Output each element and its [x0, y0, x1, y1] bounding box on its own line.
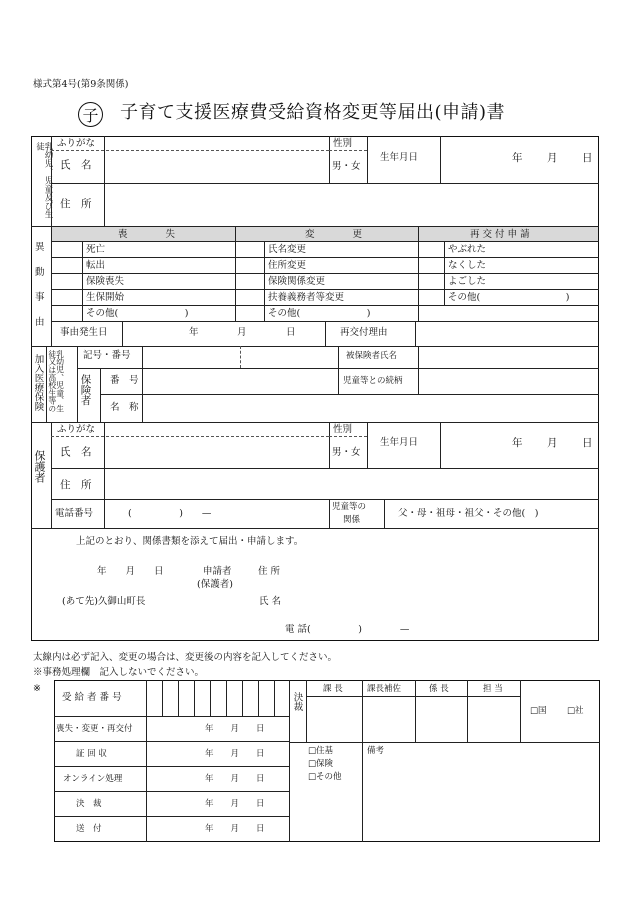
insurance-side-label: 加入医療保険 — [32, 354, 44, 411]
loss-item: 生保開始 — [86, 292, 125, 303]
check-item: □その他 — [308, 772, 342, 782]
reissue-item: その他( ) — [448, 292, 570, 303]
reissue-item: やぶれた — [448, 244, 487, 255]
office-row-label: 決 裁 — [76, 799, 102, 809]
office-row-label: 送 付 — [76, 824, 102, 834]
child-name-label: 氏 名 — [60, 159, 92, 171]
guardian-furigana-label: ふりがな — [57, 424, 96, 435]
guardian-birth-month: 月 — [547, 437, 558, 449]
child-birth-month: 月 — [547, 152, 558, 164]
guardian-sex-label: 性別 — [333, 424, 353, 435]
change-side-label-3: 事 — [35, 292, 45, 303]
event-date-year: 年 — [189, 327, 199, 338]
child-sex-options: 男・女 — [332, 161, 361, 172]
declaration-name-label: 氏 名 — [259, 596, 282, 607]
office-row-date: 年 月 日 — [205, 749, 265, 759]
office-row-date: 年 月 日 — [205, 774, 265, 784]
mod-item: その他( ) — [268, 308, 371, 319]
role-label: 課長補佐 — [367, 684, 402, 694]
form-number: 様式第4号(第9条関係) — [33, 79, 129, 90]
remarks-label: 備考 — [367, 746, 385, 756]
header-change: 変 更 — [305, 229, 363, 240]
guardian-side-label: 保護者 — [33, 450, 46, 483]
applicant-sub-label: (保護者) — [197, 579, 233, 590]
check-kokuho: □国 — [530, 706, 547, 716]
insurer-number-label: 番 号 — [110, 375, 139, 386]
note-mark: ※ — [33, 683, 41, 694]
mod-item: 保険関係変更 — [268, 276, 326, 287]
check-shaho: □社 — [567, 706, 584, 716]
office-row-date: 年 月 日 — [205, 824, 265, 834]
office-row-date: 年 月 日 — [205, 799, 265, 809]
child-address-label: 住 所 — [60, 198, 92, 210]
office-row-label: 証 回 収 — [76, 749, 107, 759]
loss-item: その他( ) — [86, 308, 189, 319]
child-sex-label: 性別 — [333, 138, 353, 149]
event-date-label: 事由発生日 — [60, 327, 108, 338]
change-side-label-4: 由 — [35, 317, 45, 328]
guardian-name-label: 氏 名 — [60, 446, 92, 458]
loss-item: 転出 — [86, 260, 106, 271]
guardian-birth-day: 日 — [582, 437, 593, 449]
declaration-text: 上記のとおり、関係書類を添えて届出・申請します。 — [76, 536, 304, 547]
role-label: 課 長 — [323, 684, 343, 694]
recipient-number-label: 受 給 者 番 号 — [62, 692, 122, 703]
child-furigana-label: ふりがな — [57, 138, 96, 149]
change-side-label-2: 動 — [35, 267, 45, 278]
guardian-phone-format: ( ) — — [128, 508, 212, 519]
mod-item: 氏名変更 — [268, 244, 307, 255]
office-row-label: オンライン処理 — [63, 774, 123, 784]
decision-label: 決裁 — [291, 692, 303, 711]
guardian-birth-year: 年 — [512, 437, 523, 449]
declaration-address-label: 住 所 — [258, 566, 281, 577]
declaration-phone-label: 電 話( ) — — [285, 624, 410, 635]
mod-item: 住所変更 — [268, 260, 307, 271]
insurer-name-label: 名 称 — [110, 402, 139, 413]
reissue-item: なくした — [448, 260, 487, 271]
header-reissue: 再 交 付 申 請 — [470, 229, 530, 240]
event-date-month: 月 — [237, 327, 247, 338]
addressee-label: (あて先)久御山町長 — [62, 596, 146, 607]
check-item: □保険 — [308, 759, 334, 769]
reissue-reason-label: 再交付理由 — [340, 327, 388, 338]
change-side-label-1: 異 — [35, 242, 45, 253]
reissue-item: よごした — [448, 276, 487, 287]
role-label: 担 当 — [483, 684, 503, 694]
guardian-relation-options: 父・母・祖母・祖父・その他( ) — [398, 508, 539, 519]
loss-item: 保険喪失 — [86, 276, 125, 287]
child-birth-day: 日 — [582, 152, 593, 164]
check-item: □住基 — [308, 746, 334, 756]
form-circle-mark: 子 — [78, 102, 103, 127]
applicant-label: 申請者 — [203, 566, 232, 577]
header-loss: 喪 失 — [118, 229, 176, 240]
guardian-birth-label: 生年月日 — [380, 437, 419, 448]
office-row-date: 年 月 日 — [205, 724, 265, 734]
guardian-phone-label: 電話番号 — [55, 508, 94, 519]
note-office-use: ※事務処理欄 記入しないでください。 — [33, 667, 205, 678]
note-thick-border: 太線内は必ず記入、変更の場合は、変更後の内容を記入してください。 — [33, 652, 338, 663]
relation-child-label: 児童等との続柄 — [343, 376, 403, 386]
mod-item: 扶養義務者等変更 — [268, 292, 345, 303]
child-birth-label: 生年月日 — [380, 152, 419, 163]
loss-item: 死亡 — [86, 244, 106, 255]
form-title: 子育て支援医療費受給資格変更等届出(申請)書 — [120, 102, 506, 123]
guardian-relation-label-2: 関係 — [343, 515, 361, 525]
symbol-number-label: 記号・番号 — [83, 350, 131, 361]
role-label: 係 長 — [429, 684, 449, 694]
guardian-address-label: 住 所 — [60, 479, 92, 491]
insurance-side-sub: 乳幼児、児童、生徒又は高校生等の — [47, 350, 65, 413]
child-birth-year: 年 — [512, 152, 523, 164]
office-row-label: 喪失・変更・再交付 — [56, 724, 133, 734]
declaration-date: 年 月 日 — [97, 566, 164, 577]
event-date-day: 日 — [286, 327, 296, 338]
child-side-label: 乳幼児、児童及び生徒 — [34, 142, 53, 219]
insured-name-label: 被保険者氏名 — [346, 351, 398, 361]
guardian-sex-options: 男・女 — [332, 447, 361, 458]
guardian-relation-label-1: 児童等の — [332, 502, 367, 512]
insurer-label: 保険者 — [79, 374, 92, 406]
